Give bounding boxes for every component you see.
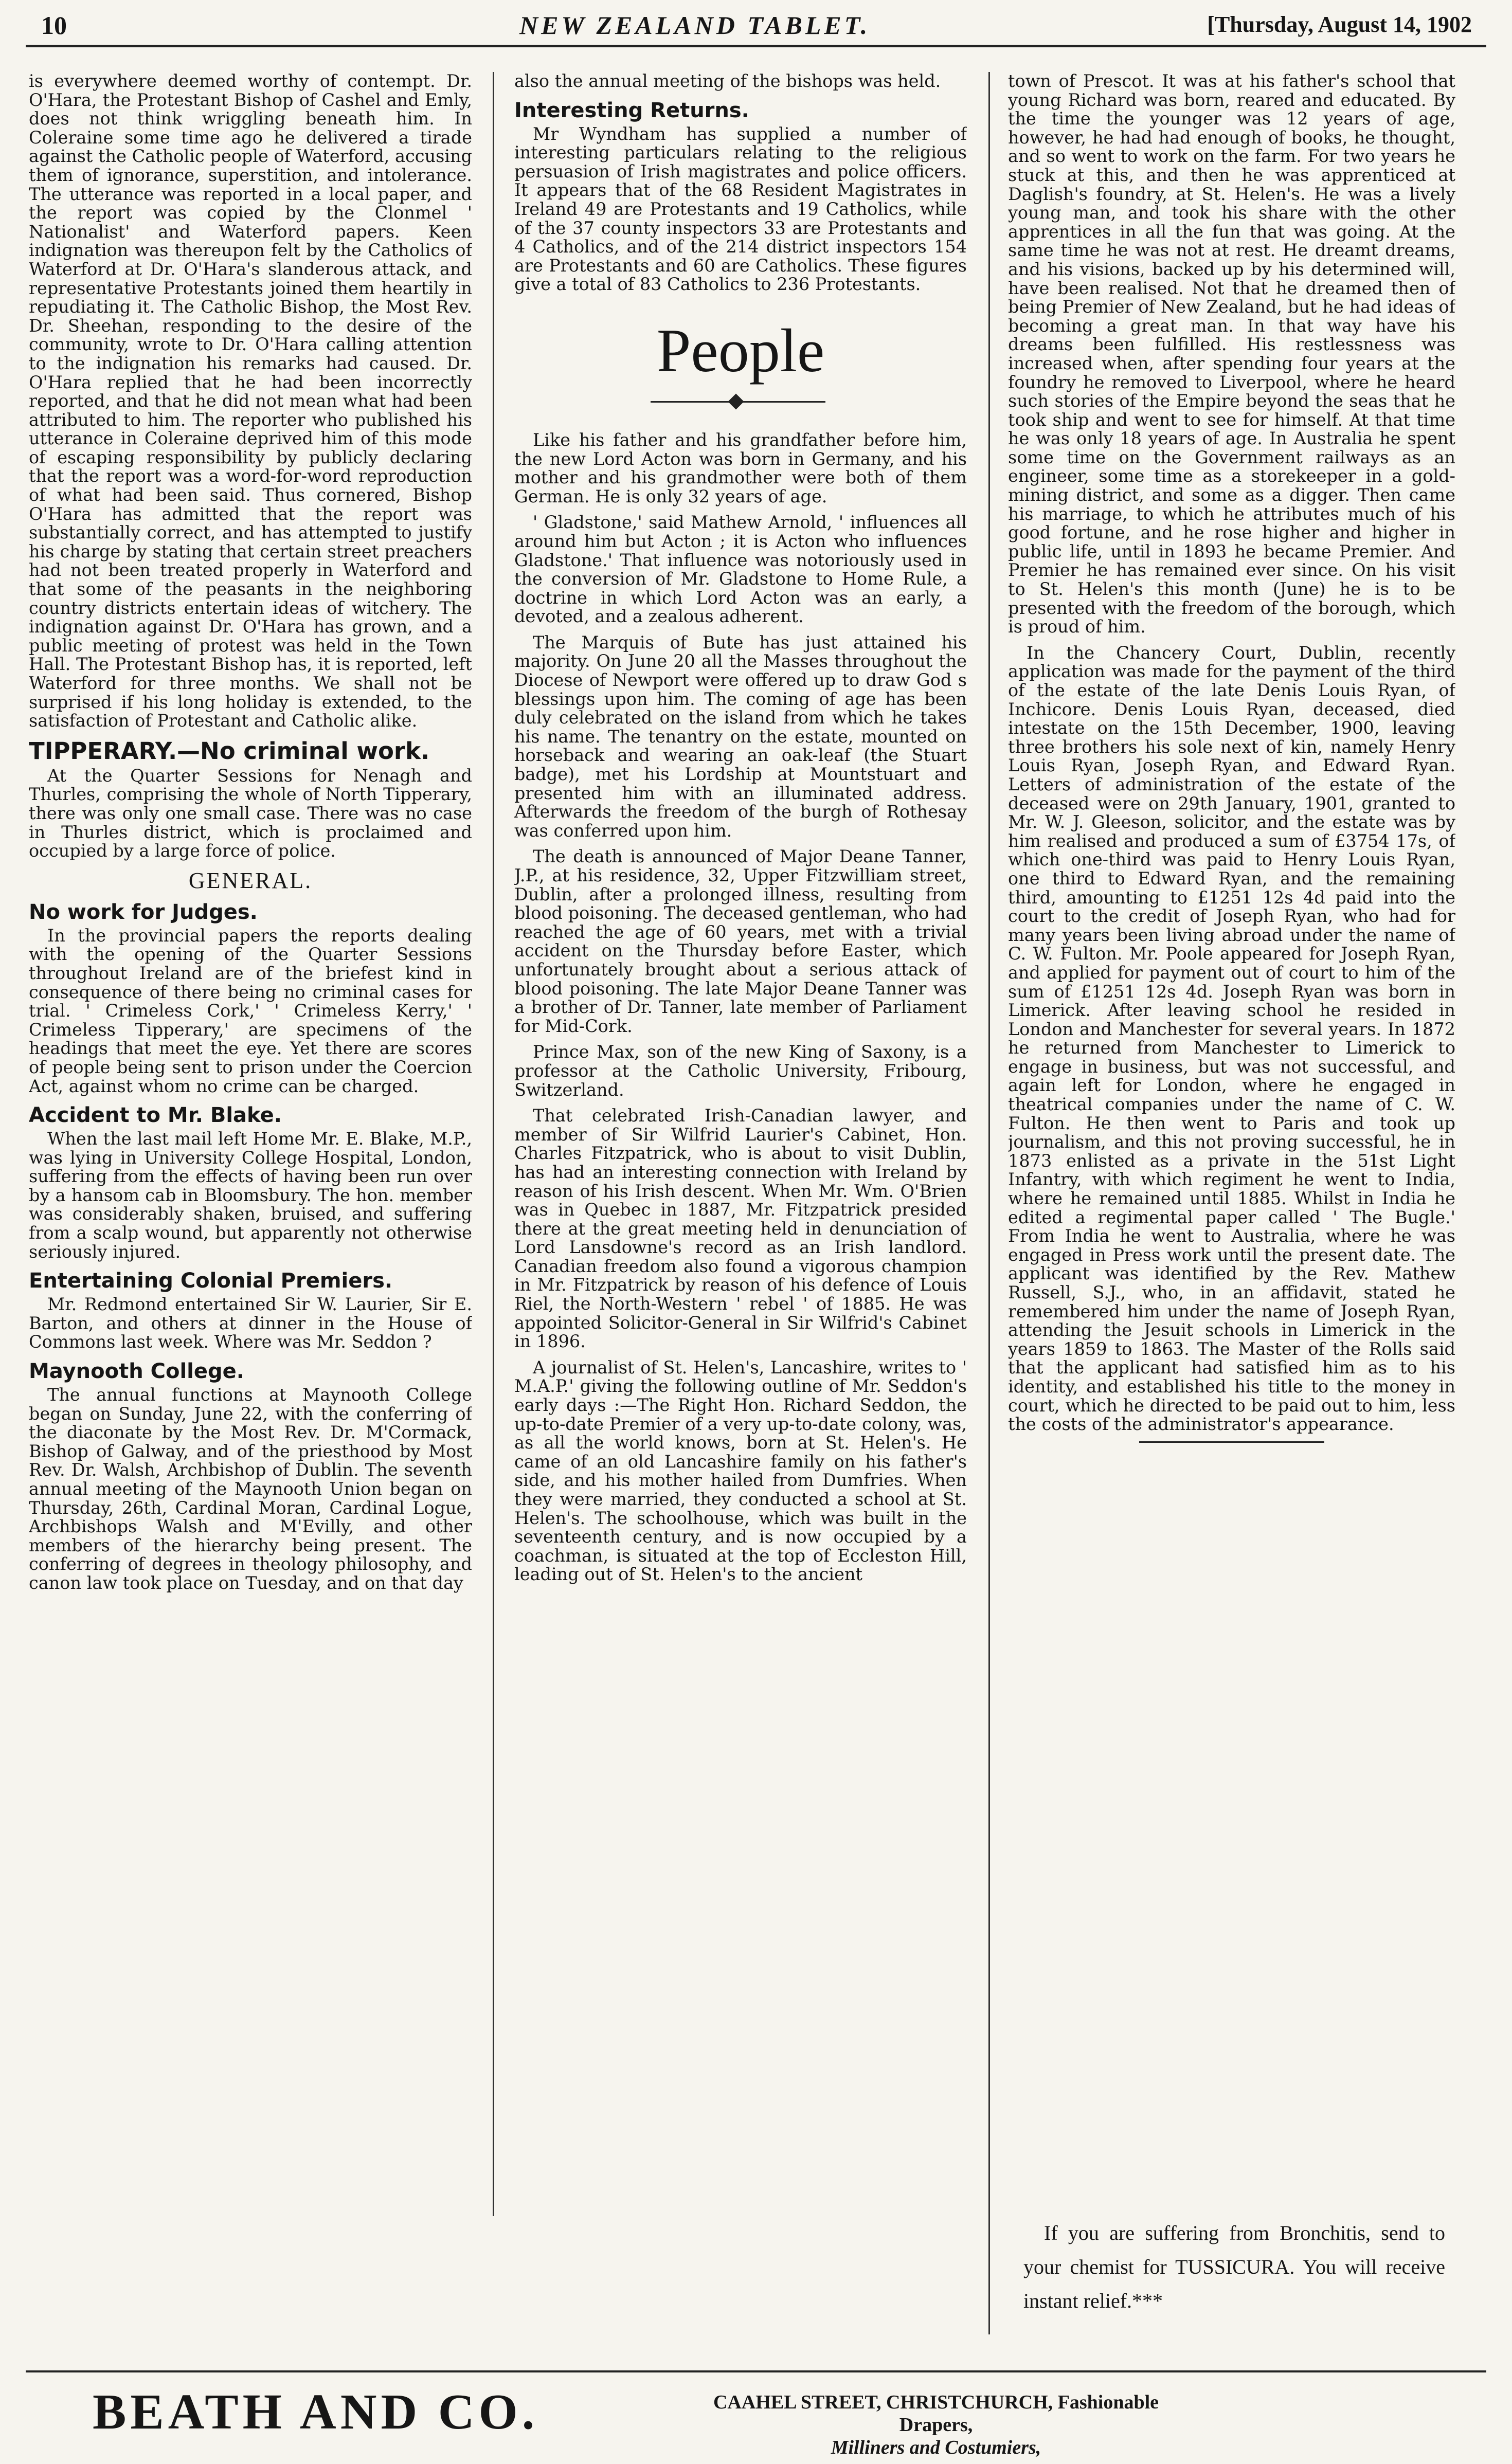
column-divider-1	[493, 72, 494, 2216]
tussicura-advert	[1023, 2216, 1445, 2318]
item-prince-max: Prince Max, son of the new King of Saxony, is a professor at the Catholic University, Fribourg, Switzerland.	[514, 1042, 967, 1100]
item-seddon-cont: town of Prescot. It was at his father's school that young Richard was born, reared and educated. By the time the younger was 12 years of age, however, he had had enough of books, he thought, and so went to work on the farm. For two years he stuck at this, and then he was apprenticed at Daglish's foundry, at St. Helen's. He was a lively young man, and took his share with the other apprentices in all the fun that was going. At the same time he was not at rest. He dreamt dreams, and his visions, backed up by his determined will, have been realised. Not that he dreamed then of being Premier of New Zealand, but he had ideas of becoming a great man. In that way have his dreams been fulfilled. His restlessness was increased when, after spending four years at the foundry he removed to Liverpool, where he heard such stories of the Empire beyond the seas that he took ship and went to see for himself. At that time he was only 18 years of age. In Australia he spent some time on the Government railways as an engineer, some time as a storekeeper in a gold-mining district, and some as a digger. Then came his marriage, to which he attributes much of his good fortune, and he rose higher and higher in public life, until in 1893 he became Premier. And Premier he has remained ever since. On his visit to St. Helen's this month (June) he is to be presented with the freedom of the borough, which is proud of him.	[1008, 72, 1455, 637]
section-end-rule	[1139, 1441, 1324, 1443]
issue-date: [Thursday, August 14, 1902	[1207, 12, 1472, 37]
item-gladstone: ' Gladstone,' said Mathew Arnold, ' influences all around him but Acton ; it is Acton who influences Gladstone.' That influence was notoriously used in the conversion of Mr. Gladstone to Home Rule, a doctrine in which Lord Acton was an early, a devoted, and a zealous adherent.	[514, 512, 967, 627]
article-premiers: Mr. Redmond entertained Sir W. Laurier, Sir E. Barton, and others at dinner in the House of Commons last week. Where was Mr. Seddon ?	[29, 1294, 472, 1352]
diamond-icon	[728, 393, 744, 409]
article-ohara: is everywhere deemed worthy of contempt. Dr. O'Hara, the Protestant Bishop of Cashel and Emly, does not think wriggling beneath him. In Coleraine some time ago he delivered a tirade against the Catholic people of Waterford, accusing them of ignorance, superstition, and intolerance. The utterance was reported in a local paper, and the report was copied by the Clonmel ' Nationalist' and Waterford papers. Keen indignation was thereupon felt by the Catholics of Waterford at Dr. O'Hara's slanderous attack, and representative Protestants joined them heartily in repudiating it. The Catholic Bishop, the Most Rev. Dr. Sheehan, responding to the desire of the community, wrote to Dr. O'Hara calling attention to the indignation his remarks had caused. Dr. O'Hara replied that he had been incorrectly reported, and that he did not mean what had been attributed to him. The reporter who published his utterance in Coleraine deprived him of this mode of escaping responsibility by publicly declaring that the report was a word-for-word reproduction of what had been said. Thus cornered, Bishop O'Hara has admitted that the report was substantially correct, and has attempted to justify his charge by stating that certain street preachers had not been treated properly in Waterford and that some of the peasants in the neighboring country districts entertain ideas of witchery. The indignation against Dr. O'Hara has grown, and a public meeting of protest was held in the Town Hall. The Protestant Bishop has, it is reported, left Waterford for three months. We shall not be surprised if his long holiday is extended, to the satisfaction of Protestant and Catholic alike.	[29, 72, 472, 731]
item-chancery: In the Chancery Court, Dublin, recently application was made for the payment of the third of the estate of the late Denis Louis Ryan, of Inchicore. Denis Louis Ryan, deceased, died intestate on the 15th December, 1900, leaving three brothers his sole next of kin, namely Henry Louis Ryan, Joseph Ryan, and Edward Ryan. Letters of administration of the estate of the deceased were on 29th January, 1901, granted to Mr. W. J. Gleeson, solicitor, and the estate was by him realised and produced a sum of £3754 17s, of which one-third was paid to Henry Louis Ryan, one third to Edward Ryan, and the remaining third, amounting to £1251 12s 4d paid into the court to the credit of Joseph Ryan, who had for many years been living abroad under the name of C. W. Fulton. Mr. Poole appeared for Joseph Ryan, and applied for payment out of court to him of the sum of £1251 12s 4d. Joseph Ryan was born in Limerick. After leaving school he resided in London and Manchester for several years. In 1872 he returned from Manchester to Limerick to engage in business, but was not successful, and again left for London, where he engaged in theatrical companies under the name of C. W. Fulton. He then went to Paris and took up journalism, and this not proving successful, he in 1873 enlisted as a private in the 51st Light Infantry, with which regiment he went to India, where he remained until 1885. Whilst in India he edited a regimental paper called ' The Bugle.' From India he went to Australia, where he was engaged in Press work until the present date. The applicant was identified by the Rev. Mathew Russell, S.J., who, in an affidavit, stated he remembered him under the name of Joseph Ryan, attending the Jesuit schools in Limerick in the years 1859 to 1863. The Master of the Rolls said that the applicant had satisfied him as to his identity, and established his title to the money in court, which he directed to be paid out to him, less the costs of the administrator's appearance.	[1008, 642, 1455, 1435]
heading-premiers: Entertaining Colonial Premiers.	[29, 1269, 393, 1293]
item-bute: The Marquis of Bute has just attained his majority. On June 20 all the Masses throughout the Diocese of Newport were offered up to draw God s blessings upon him. The coming of age has been duly celebrated on the island from which he takes his name. The tenantry on the estate, mounted on horseback and wearing an oak-leaf (the Stuart badge), met his Lordship at Mountstuart and presented him with an illuminated address. Afterwards the freedom of the burgh of Rothesay was conferred upon him.	[514, 632, 967, 841]
heading-maynooth: Maynooth College.	[29, 1360, 244, 1384]
column-divider-2	[988, 72, 990, 2334]
article-returns: Mr Wyndham has supplied a number of interesting particulars relating to the religious persuasion of Irish magistrates and police officers. It appears that of the 68 Resident Magistrates in Ireland 49 are Protestants and 19 Catholics, while of the 37 county inspectors 33 are Protestants and 4 Catholics, and of the 214 district inspectors 154 are Protestants and 60 are Catholics. These figures give a total of 83 Catholics to 236 Protestants.	[514, 123, 967, 295]
page-number: 10	[41, 11, 67, 40]
heading-blake: Accident to Mr. Blake.	[29, 1103, 282, 1128]
page-header	[0, 0, 1512, 41]
footer-info	[679, 2391, 1193, 2459]
article-maynooth: The annual functions at Maynooth College began on Sunday, June 22, with the conferring of the diaconate by the Most Rev. Dr. M'Cormack, Bishop of Galway, and of the priesthood by Most Rev. Dr. Walsh, Archbishop of Dublin. The seventh annual meeting of the Maynooth Union began on Thursday, 26th, Cardinal Moran, Cardinal Logue, Archbishops Walsh and M'Evilly, and other members of the hierarchy being present. The conferring of degrees in theology philosophy, and canon law took place on Tuesday, and on that day	[29, 1385, 472, 1593]
footer-address: CAAHEL STREET, CHRISTCHURCH, Fashionable Drapers,	[713, 2391, 1159, 2436]
footer-brand: BEATH AND CO.	[93, 2384, 539, 2440]
ornament-rule	[514, 390, 967, 415]
article-maynooth-cont: also the annual meeting of the bishops was held.	[514, 72, 941, 91]
header-rule	[26, 45, 1486, 47]
column-3	[1008, 72, 1455, 2185]
footer-trade: Milliners and Costumiers,	[831, 2437, 1041, 2458]
advert-text: If you are suffering from Bronchitis, send to your chemist for TUSSICURA. You will receive instant relief.***	[1023, 2221, 1445, 2312]
heading-tipperary: TIPPERARY.—No criminal work.	[29, 737, 430, 765]
heading-general: GENERAL.	[188, 867, 313, 893]
item-seddon: A journalist of St. Helen's, Lancashire, writes to ' M.A.P.' giving the following outline of Mr. Seddon's early days :—The Right Hon. Richard Seddon, the up-to-date Premier of a very up-to-date colony, was, as all the world knows, born at St. Helen's. He came of an old Lancashire family on his father's side, and his mother hailed from Dumfries. When they were married, they conducted a school at St. Helen's. The schoolhouse, which was built in the seventeenth century, and is now occupied by a coachman, is situated at the top of Eccleston Hill, leading out of St. Helen's to the ancient	[514, 1357, 967, 1585]
item-fitzpatrick: That celebrated Irish-Canadian lawyer, and member of Sir Wilfrid Laurier's Cabinet, Hon. Charles Fitzpatrick, who is about to visit Dublin, has had an interesting connection with Ireland by reason of his Irish descent. When Mr. Wm. O'Brien was in Quebec in 1887, Mr. Fitzpatrick presided there at the great meeting held in denunciation of Lord Lansdowne's record as an Irish landlord. Canadian freedom also found a vigorous champion in Mr. Fitzpatrick by reason of his defence of Louis Riel, the North-Western ' rebel ' of 1885. He was appointed Solicitor-General in Sir Wilfrid's Cabinet in 1896.	[514, 1106, 967, 1352]
item-tanner: The death is announced of Major Deane Tanner, J.P., at his residence, 32, Upper Fitzwilliam street, Dublin, after a prolonged illness, resulting from blood poisoning. The deceased gentleman, who had reached the age of 60 years, met with a trivial accident on the Thursday before Easter, which unfortunately brought about a serious attack of blood poisoning. The late Major Deane Tanner was a brother of Dr. Tanner, late member of Parliament for Mid-Cork.	[514, 846, 967, 1036]
footer-rule	[26, 2370, 1486, 2372]
heading-returns: Interesting Returns.	[514, 98, 749, 122]
publication-title: NEW ZEALAND TABLET.	[519, 11, 871, 40]
item-acton: Like his father and his grandfather before him, the new Lord Acton was born in Germany, and his mother and his grandmother were both of them German. He is only 32 years of age.	[514, 429, 967, 506]
article-tipperary: At the Quarter Sessions for Nenagh and Thurles, comprising the whole of North Tipperary, there was only one small case. There was no case in Thurles district, which is proclaimed and occupied by a large force of police.	[29, 765, 472, 861]
article-blake: When the last mail left Home Mr. E. Blake, M.P., was lying in University College Hospital, London, suffering from the effects of having been run over by a hansom cab in Bloomsbury. The hon. member was considerably shaken, bruised, and suffering from a scalp wound, but apparently not otherwise seriously injured.	[29, 1129, 472, 1262]
section-title-people: People	[656, 316, 825, 385]
heading-judges: No work for Judges.	[29, 900, 258, 924]
column-1	[29, 72, 472, 2185]
column-2	[514, 72, 967, 2185]
article-judges: In the provincial papers the reports dealing with the opening of the Quarter Sessions throughout Ireland are of the briefest kind in consequence of there being no criminal cases for trial. ' Crimeless Cork,' ' Crimeless Kerry,' ' Crimeless Tipperary,' are specimens of the headings that meet the eye. Yet there are scores of people being sent to prison under the Coercion Act, against whom no crime can be charged.	[29, 925, 472, 1096]
